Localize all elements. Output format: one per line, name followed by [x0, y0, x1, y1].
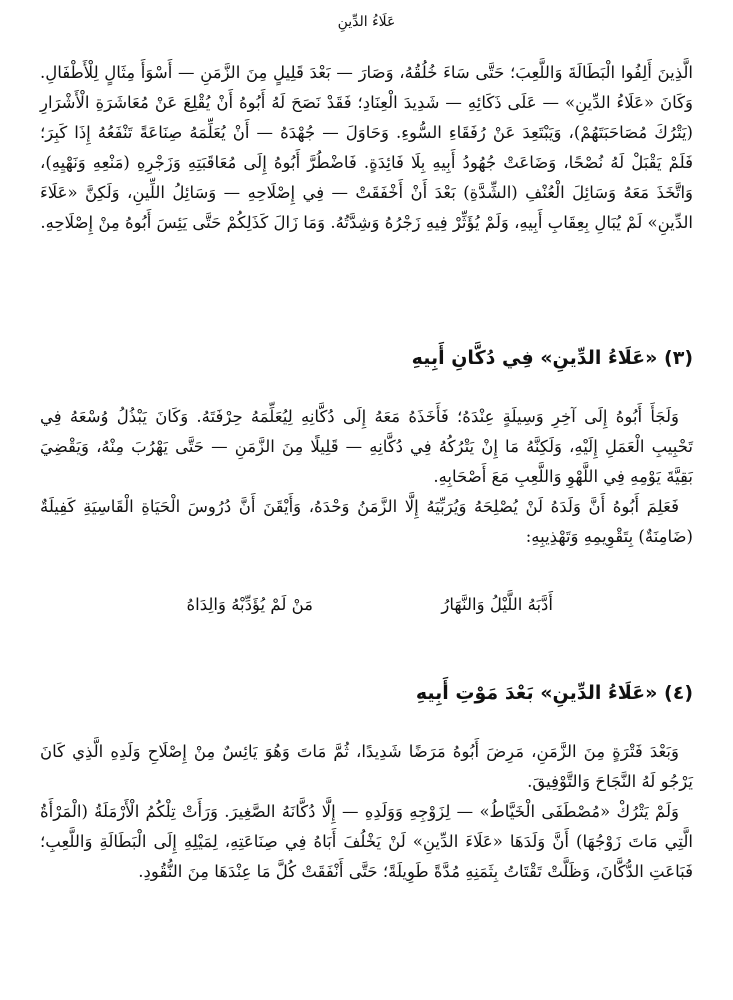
section-3-paragraph-1: وَلَجَأَ أَبُوهُ إِلَى آخِرِ وَسِيلَةٍ عِنْدَهُ؛ فَأَخَذَهُ مَعَهُ إِلَى دُكَّانِهِ لِيُعَلِّمَهُ حِرْفَتَهُ. وَكَانَ يَبْذُلُ وُسْعَهُ فِي تَحْبِيبِ الْعَمَلِ إِلَيْهِ، وَلَكِنَّهُ مَا إِنْ يَتْرُكُهُ فِي دُكَّانِهِ — قَلِيلًا مِنَ الزَّمَنِ — حَتَّى يَهْرُبَ مِنْهُ، وَيَقْضِيَ بَقِيَّةَ يَوْمِهِ فِي اللَّهْوِ وَاللَّعِبِ مَعَ أَصْحَابِهِ. — [40, 407, 693, 486]
section-4-paragraph-2: وَلَمْ يَتْرُكْ «مُصْطَفَى الْخَيَّاطُ» — لِزَوْجِهِ وَوَلَدِهِ — إِلَّا دُكَّانَهُ الصَّغِيرَ. وَرَأَتْ تِلْكُمُ الْأَرْمَلَةُ (الْمَرْأَةُ الَّتِي مَاتَ زَوْجُهَا) أَنَّ وَلَدَهَا «عَلَاءَ الدِّينِ» لَنْ يَخْلُفَ أَبَاهُ فِي صِنَاعَتِهِ، لِمَيْلِهِ إِلَى الْبَطَالَةِ وَاللَّعِبِ؛ فَبَاعَتِ الدُّكَّانَ، وَظَلَّتْ تَقْتَاتُ بِثَمَنِهِ مُدَّةً طَوِيلَةً؛ حَتَّى أَنْفَقَتْ كُلَّ مَا عِنْدَهَا مِنَ النُّقُودِ. — [40, 802, 693, 881]
poem-verse — [0, 590, 733, 620]
section-4-paragraph-1: وَبَعْدَ فَتْرَةٍ مِنَ الزَّمَنِ، مَرِضَ أَبُوهُ مَرَضًا شَدِيدًا، ثُمَّ مَاتَ وَهُوَ يَائِسٌ مِنْ إِصْلَاحِ وَلَدِهِ الَّذِي كَانَ يَرْجُو لَهُ النَّجَاحَ وَالتَّوْفِيقَ. — [40, 742, 693, 791]
section-3-heading: (٣) «عَلَاءُ الدِّينِ» فِي دُكَّانِ أَبِيهِ — [411, 347, 693, 369]
verse-first-hemistich: مَنْ لَمْ يُؤَدِّبْهُ وَالِدَاهُ — [186, 595, 313, 614]
intro-paragraph: الَّذِينَ أَلِفُوا الْبَطَالَةَ وَاللَّعِبَ؛ حَتَّى سَاءَ خُلُقُهُ، وَصَارَ — بَعْدَ قَلِيلٍ مِنَ الزَّمَنِ — أَسْوَأَ مِثَالٍ لِلْأَطْفَالِ. وَكَانَ «عَلَاءُ الدِّينِ» — عَلَى ذَكَائِهِ — شَدِيدَ الْعِنَادِ؛ فَقَدْ نَصَحَ لَهُ أَبُوهُ أَنْ يُقْلِعَ عَنْ مُعَاشَرَةِ الْأَشْرَارِ (يَتْرُكَ مُصَاحَبَتَهُمْ)، وَيَبْتَعِدَ عَنْ رُفَقَاءِ السُّوءِ. وَحَاوَلَ — جُهْدَهُ — أَنْ يُعَلِّمَهُ صِنَاعَةً تَنْفَعُهُ إِذَا كَبِرَ؛ فَلَمْ يَقْبَلْ لَهُ نُصْحًا، وَضَاعَتْ جُهُودُ أَبِيهِ بِلَا فَائِدَةٍ. فَاضْطُرَّ أَبُوهُ إِلَى مُعَاقَبَتِهِ وَزَجْرِهِ (مَنْعِهِ وَنَهْيِهِ)، وَاتَّخَذَ مَعَهُ وَسَائِلَ الْعُنْفِ (الشِّدَّةِ) بَعْدَ أَنْ أَخْفَقَتْ — فِي إِصْلَاحِهِ — وَسَائِلُ اللِّينِ، وَلَكِنَّ «عَلَاءَ الدِّينِ» لَمْ يُبَالِ بِعِقَابِ أَبِيهِ، وَلَمْ يُؤَثِّرْ فِيهِ زَجْرُهُ وَشِدَّتُهُ. وَمَا زَالَ كَذَلِكُمْ حَتَّى يَئِسَ أَبُوهُ مِنْ إِصْلَاحِهِ. — [40, 63, 693, 232]
section-3-body — [40, 402, 693, 552]
intro-block — [40, 58, 693, 238]
section-3-paragraph-2: فَعَلِمَ أَبُوهُ أَنَّ وَلَدَهُ لَنْ يُصْلِحَهُ وَيُرَبِّيَهُ إِلَّا الزَّمَنُ وَحْدَهُ، وَأَيْقَنَ أَنَّ دُرُوسَ الْحَيَاةِ الْقَاسِيَةِ كَفِيلَةٌ (ضَامِنَةٌ) بِتَقْوِيمِهِ وَتَهْذِيبِهِ: — [40, 497, 693, 546]
section-4-body — [40, 737, 693, 887]
verse-second-hemistich: أَدَّبَهُ اللَّيْلُ وَالنَّهَارُ — [441, 595, 553, 614]
running-header: عَلَاءُ الدِّينِ — [337, 14, 396, 30]
section-4-heading: (٤) «عَلَاءُ الدِّينِ» بَعْدَ مَوْتِ أَبِيهِ — [415, 682, 693, 704]
